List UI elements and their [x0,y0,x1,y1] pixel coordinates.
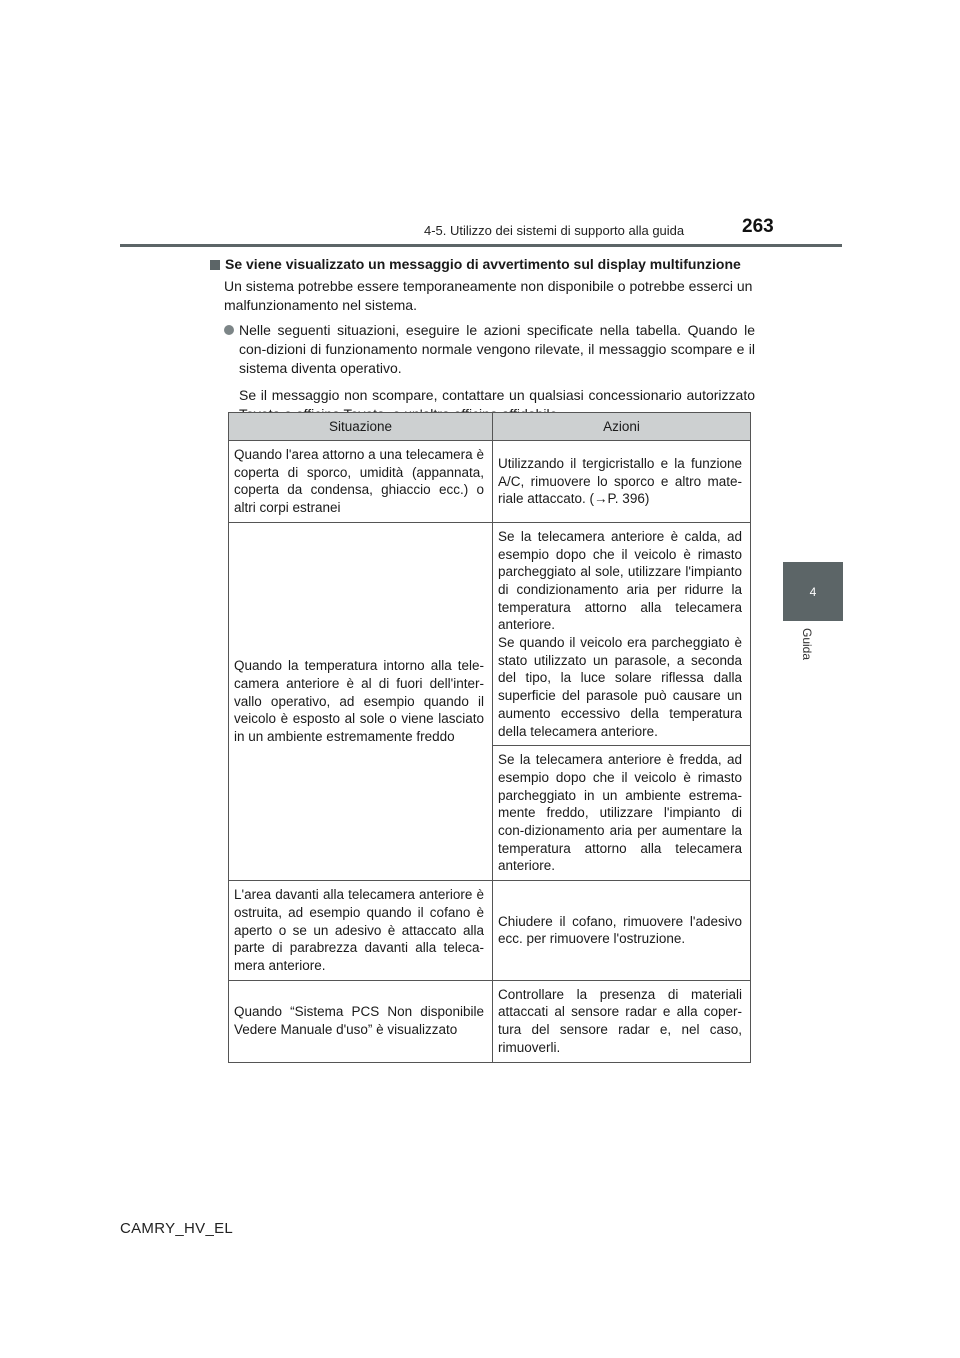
content-body [210,255,755,424]
square-bullet-icon [210,260,220,270]
bullet-note: Se il messaggio non scompare, contattare un qualsiasi concessionario autorizzato [239,387,755,403]
chapter-label: Guida [800,628,814,661]
action-cell: Utilizzando il tergicristallo e la funzione A/C, rimuovere lo sporco e altro mate-riale attaccato. (→P. 396) [493,441,751,523]
bullet-text: Nelle seguenti situazioni, eseguire le azioni specificate nella tabella. Quando le con-dizioni di funzionamento normale vengono rilevate, il messaggio scompare e il sistema diventa operativo. [239,322,755,376]
section-heading [210,255,755,274]
table-row [229,441,751,523]
header-actions: Azioni [493,413,751,441]
document-code: CAMRY_HV_EL [120,1220,234,1237]
situation-cell: Quando l'area attorno a una telecamera è coperta di sporco, umidità (appannata, coperta da condensa, ghiaccio ecc.) o altri corpi estranei [229,441,493,523]
action-cell [493,522,751,745]
situation-cell: L'area davanti alla telecamera anteriore è ostruita, ad esempio quando il cofano è aperto o se un adesivo è attaccato alla parte di parabrezza davanti alla teleca-mera anteriore. [229,881,493,981]
action-cell: Se la telecamera anteriore è fredda, ad esempio dopo che il veicolo è rimasto parcheggiato in un ambiente estrema-mente freddo, utilizzare l'impianto di con-dizionamento aria per aumentare la temperatura attorno alla telecamera anteriore. [493,746,751,881]
table-row [229,522,751,745]
action-text: Se quando il veicolo era parcheggiato è stato utilizzato un parasole, a seconda del tipo, la luce solare riflessa dalla superficie del parasole può causare un aumento eccessivo della temperatura della telecamera anteriore. [498,635,742,739]
situation-action-table [228,412,751,1063]
table-header-row [229,413,751,441]
circle-bullet-icon [224,325,234,335]
chapter-tab [783,562,843,621]
section-title: 4-5. Utilizzo dei sistemi di supporto alla guida [424,223,685,238]
action-cell: Controllare la presenza di materiali attaccati al sensore radar e alla coper-tura del sensore radar e, nel caso, rimuoverli. [493,980,751,1062]
table-row [229,881,751,981]
action-text: Se la telecamera anteriore è calda, ad esempio dopo che il veicolo è rimasto parcheggiato al sole, utilizzare l'impianto di condizionamento aria per ridurre la temperatura attorno alla telecamera anteriore. [498,528,742,633]
intro-paragraph: Un sistema potrebbe essere temporaneamente non disponibile o potrebbe esserci un malfunzionamento nel sistema. [224,278,753,313]
action-cell: Chiudere il cofano, rimuovere l'adesivo ecc. per rimuovere l'ostruzione. [493,881,751,981]
header-divider [120,244,842,247]
header-situation: Situazione [229,413,493,441]
heading-text: Se viene visualizzato un messaggio di avvertimento sul display multifunzione [225,256,741,272]
situation-cell: Quando la temperatura intorno alla tele-camera anteriore è al di fuori dell'inter-vallo operativo, ad esempio quando il veicolo è esposto al sole o viene lasciato in un ambiente estremamente freddo [229,522,493,880]
situation-cell: Quando “Sistema PCS Non disponibile Vedere Manuale d'uso” è visualizzato [229,980,493,1062]
page-number: 263 [742,216,774,237]
chapter-number: 4 [809,584,817,599]
bullet-item [224,321,755,378]
table-row [229,980,751,1062]
